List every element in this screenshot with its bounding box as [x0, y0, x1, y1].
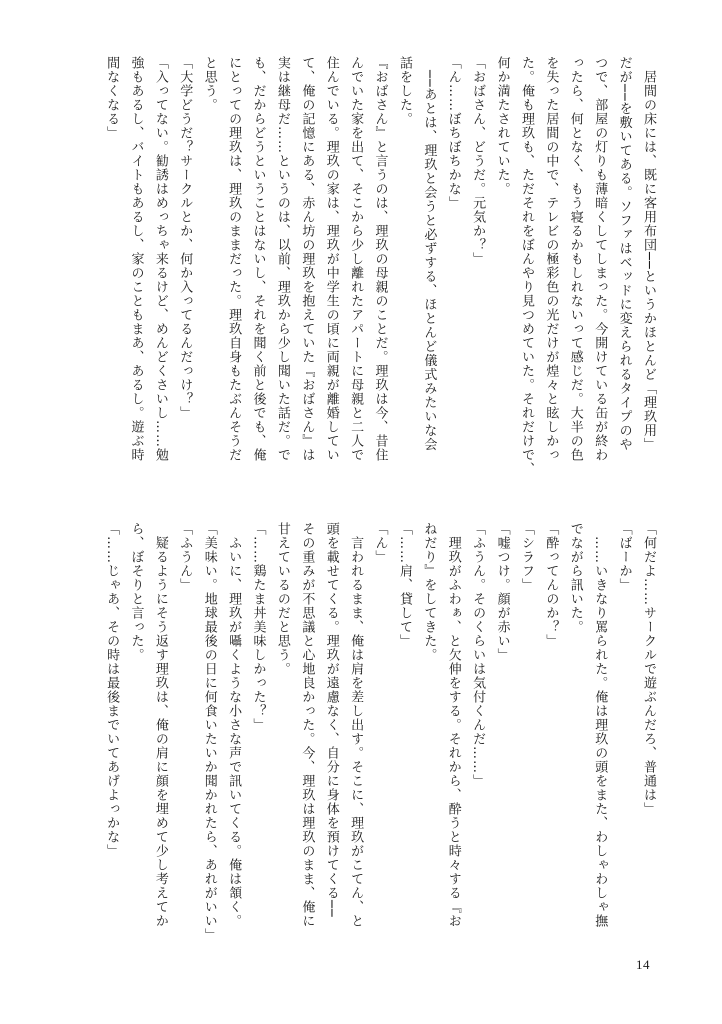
text-line: 何か満たされていた。: [494, 56, 510, 196]
text-line: 疑るようにそう返す理玖は、俺の肩に顔を埋めて少し考えてか: [152, 522, 168, 928]
text-line: 「嘘つけ。顔が赤い」: [494, 522, 510, 662]
text-line: 「シラフ」: [518, 522, 534, 592]
text-line: 理玖がふわぁ、と欠伸をする。それから、酔うと時々する『お: [445, 522, 461, 928]
lower-text-block: [99, 522, 660, 972]
text-line: た。俺も理玖も、ただそれをぼんやり見つめていた。それだけで、: [518, 56, 534, 476]
text-line: にとっての理玖は、理玖のままだった。理玖自身もたぶんそうだ: [226, 56, 242, 462]
text-line: 「ばーか」: [616, 522, 632, 592]
text-line: 居間の床には、既に客用布団──というかほとんど「理玖用」: [641, 56, 656, 452]
text-line: その重みが不思議と心地良かった。今、理玖は理玖のまま、俺に: [299, 522, 315, 928]
text-line: て、俺の記憶にある、赤ん坊の理玖を抱えていた『おばさん』は: [299, 56, 315, 462]
text-line: 間なくなる」: [104, 56, 120, 140]
text-line: ──あとは、理玖と会うと必ずする、ほとんど儀式みたいな会: [421, 56, 437, 452]
text-line: 「何だよ……サークルで遊ぶんだろ、普通は」: [641, 522, 656, 816]
text-line: 「ん」: [372, 522, 388, 564]
text-line: 言われるまま、俺は肩を差し出す。そこに、理玖がこてん、と: [348, 522, 364, 928]
text-line: 頭を載せてくる。理玖が遠慮なく、自分に身体を預けてくる──: [323, 522, 339, 918]
text-line: と思う。: [201, 56, 217, 112]
text-line: ふいに、理玖が囁くような小さな声で訊いてくる。俺は頷く。: [226, 522, 242, 928]
text-line: 「酔ってんのか？」: [543, 522, 559, 648]
text-line: 「……肩、貸して」: [396, 522, 412, 648]
text-line: ったら、何となく、もう寝るかもしれないって感じだ。大半の色: [567, 56, 583, 462]
text-line: 「おばさん、どうだ。元気か？」: [470, 56, 486, 266]
text-line: 「美味い。地球最後の日に何食いたいか聞かれたら、あれがいい」: [201, 522, 217, 942]
text-line: だが──を敷いてある。ソファはベッドに変えられるタイプのや: [616, 56, 632, 452]
text-line: 住んでいる。理玖の家は、理玖が中学生の頃に両親が離婚してい: [323, 56, 339, 462]
text-line: 『おばさん』と言うのは、理玖の母親のことだ。理玖は今、昔住: [372, 56, 388, 462]
text-line: 強もあるし、バイトもあるし、家のこともまあ、あるし。遊ぶ時: [128, 56, 144, 462]
text-line: つで、部屋の灯りも薄暗くしてしまった。今開けている缶が終わ: [592, 56, 608, 462]
text-line: 「ふうん」: [177, 522, 193, 592]
text-line: 甘えているのだと思う。: [274, 522, 290, 676]
text-line: 「ふうん。そのくらいは気付くんだ……」: [470, 522, 486, 788]
text-line: を失った居間の中で、テレビの極彩色の光だけが煌々と眩しかっ: [543, 56, 559, 462]
text-line: 「……鶏たま丼美味しかった？」: [250, 522, 266, 732]
text-line: ねだり』をしてきた。: [421, 522, 437, 662]
text-line: 「大学どうだ？サークルとか、何か入ってるんだっけ？」: [177, 56, 193, 420]
text-line: 「……じゃあ、その時は最後までいてあげよっかな」: [104, 522, 120, 858]
text-line: ら、ぼそりと言った。: [128, 522, 144, 662]
text-line: 「ん……ぼちぼちかな」: [445, 56, 461, 210]
text-line: 話をした。: [396, 56, 412, 126]
text-line: んでいた家を出て、そこから少し離れたアパートに母親と二人で: [348, 56, 364, 462]
page-number: 14: [636, 957, 650, 972]
text-line: 実は継母だ……というのは、以前、理玖から少し聞いた話だ。で: [274, 56, 290, 462]
text-line: ……いきなり罵られた。俺は理玖の頭をまた、わしゃわしゃ撫: [592, 522, 608, 928]
text-line: も、だからどうということはないし、それを聞く前と後でも、俺: [250, 56, 266, 462]
text-line: でながら訊いた。: [567, 522, 583, 634]
text-line: 「入ってない。勧誘はめっちゃ来るけど、めんどくさいし……勉: [152, 56, 168, 462]
upper-text-block: [99, 56, 660, 506]
